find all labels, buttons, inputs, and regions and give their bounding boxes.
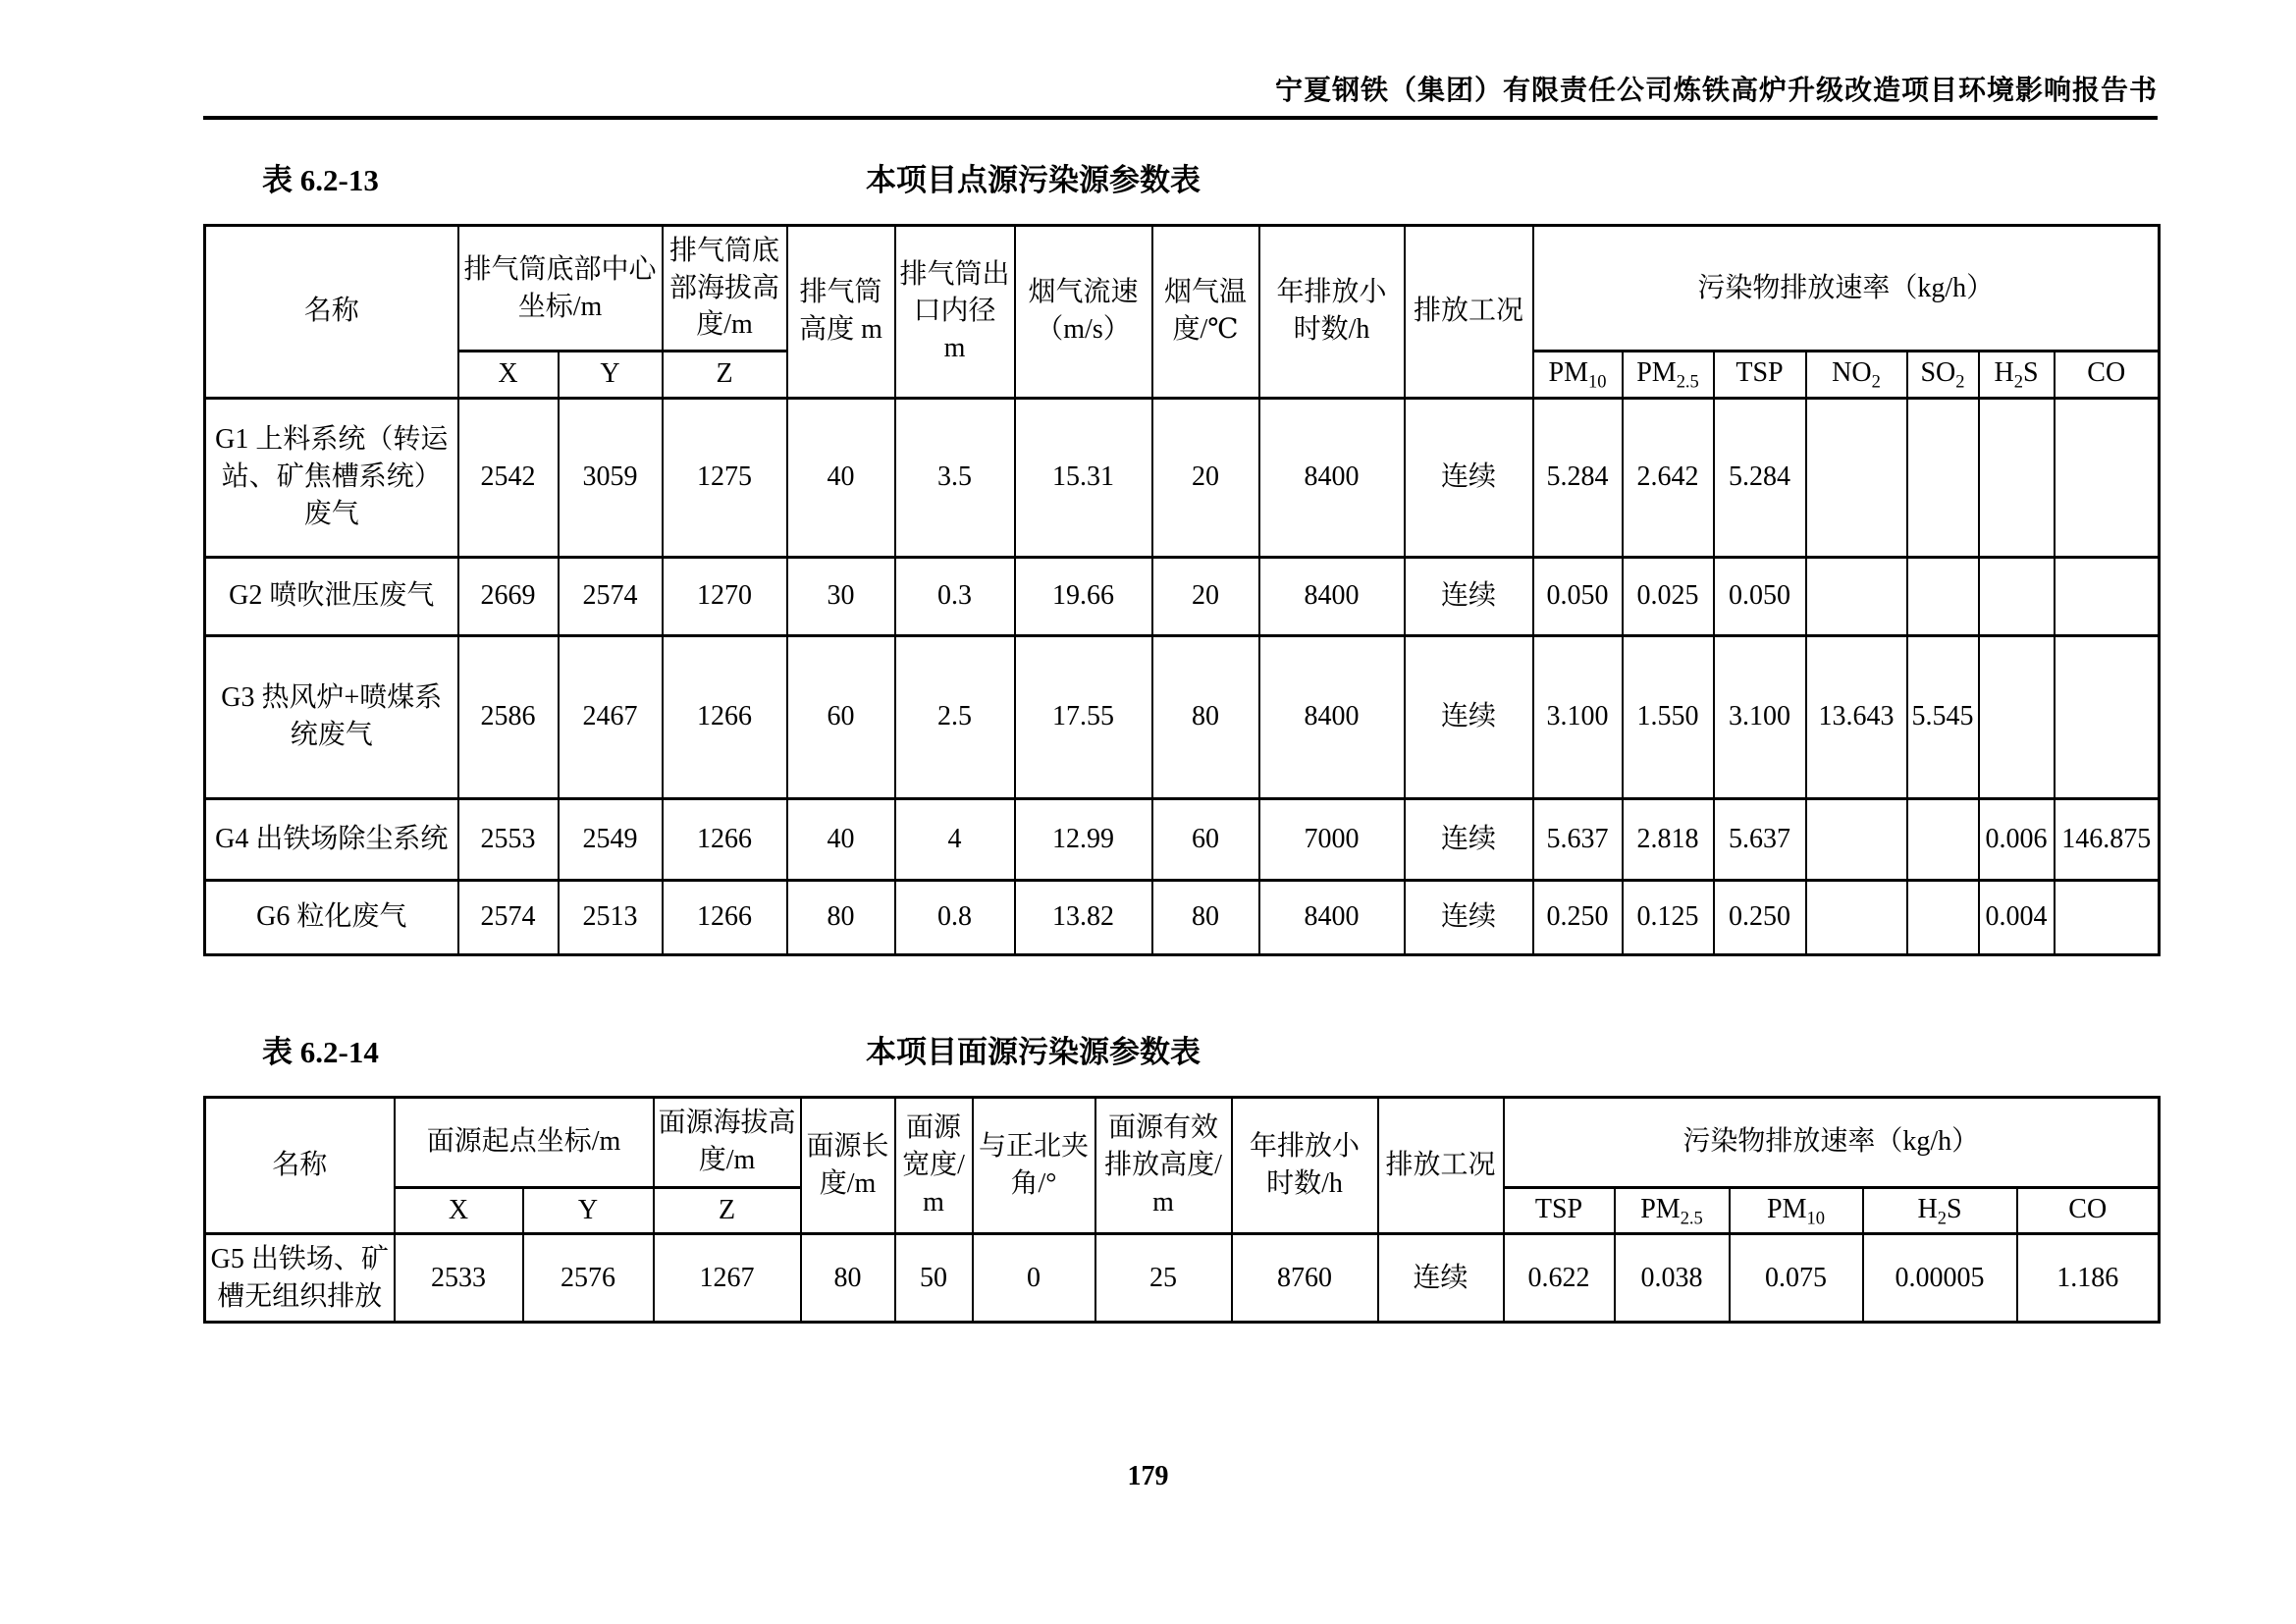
col-header-rate-title: 污染物排放速率（kg/h） [1504,1097,2160,1187]
header-rule [203,116,2158,120]
cell: 17.55 [1015,635,1152,798]
pollutant-sub: 2.5 [1680,1208,1703,1228]
cell: 80 [787,880,895,954]
cell: 8400 [1259,398,1405,557]
col-header-pm25 [1623,352,1714,399]
cell: 30 [787,557,895,635]
cell: 2.642 [1623,398,1714,557]
cell: 25 [1095,1234,1232,1323]
table1-title: 本项目点源污染源参数表 [866,163,1201,197]
table-row [205,635,2160,798]
pollutant-sub: 10 [1806,1208,1825,1228]
area-source-table [203,1096,2161,1325]
table-row [205,398,2160,557]
pollutant-base: H [1994,357,2014,388]
pollutant-tail: S [2022,357,2039,388]
pollutant-sub: 2 [1937,1208,1947,1228]
col-header-name: 名称 [205,1097,395,1234]
cell [1907,880,1979,954]
col-header-emission-mode: 排放工况 [1378,1097,1504,1234]
cell: 1275 [663,398,787,557]
pollutant-sub: 10 [1588,371,1607,392]
row-name-cell: G3 热风炉+喷煤系统废气 [205,635,458,798]
row-name-cell: G2 喷吹泄压废气 [205,557,458,635]
cell: 0.125 [1623,880,1714,954]
cell: 2.5 [895,635,1015,798]
col-header-rate-title: 污染物排放速率（kg/h） [1533,226,2160,352]
col-header-annual-hours: 年排放小时数/h [1232,1097,1378,1234]
table-row [205,557,2160,635]
cell: 8400 [1259,880,1405,954]
cell [1806,798,1907,880]
col-header-h2s [1863,1187,2017,1234]
cell: 1266 [663,880,787,954]
cell: 50 [895,1234,973,1323]
pollutant-base: TSP [1735,357,1784,388]
cell: 1267 [654,1234,801,1323]
page-content [203,0,2158,1324]
cell: 连续 [1405,880,1533,954]
cell: 5.545 [1907,635,1979,798]
cell: 2576 [523,1234,654,1323]
cell: 60 [787,635,895,798]
col-header-h2s [1979,352,2055,399]
col-header-elev: 面源海拔高度/m [654,1097,801,1187]
pollutant-base: CO [2087,357,2126,388]
cell: 连续 [1378,1234,1504,1323]
cell: 13.82 [1015,880,1152,954]
cell: 5.284 [1714,398,1806,557]
col-header-length: 面源长度/m [801,1097,895,1234]
col-header-pm25 [1615,1187,1730,1234]
cell: 2574 [458,880,559,954]
col-header-y: Y [523,1187,654,1234]
col-header-no2 [1806,352,1907,399]
cell [1806,398,1907,557]
row-name-cell: G6 粒化废气 [205,880,458,954]
pollutant-sub: 2 [1955,371,1965,392]
col-header-co [2055,352,2160,399]
cell: 3.100 [1533,635,1623,798]
cell: 2513 [559,880,663,954]
pollutant-base: PM [1636,357,1677,388]
pollutant-sub: 2 [1871,371,1881,392]
cell: 0.622 [1504,1234,1615,1323]
col-header-name: 名称 [205,226,458,399]
col-header-gas-velocity: 烟气流速（m/s） [1015,226,1152,399]
row-name-cell: G1 上料系统（转运站、矿焦槽系统）废气 [205,398,458,557]
cell [1907,798,1979,880]
cell: 连续 [1405,798,1533,880]
table2-header-row-1 [205,1097,2160,1187]
row-name-cell: G5 出铁场、矿槽无组织排放 [205,1234,395,1323]
cell: 1.186 [2017,1234,2160,1323]
cell: 7000 [1259,798,1405,880]
col-header-north-angle: 与正北夹角/° [973,1097,1095,1234]
cell: 0.004 [1979,880,2055,954]
cell: 1266 [663,798,787,880]
pollutant-sub: 2.5 [1676,371,1699,392]
col-header-y: Y [559,352,663,399]
cell: 2553 [458,798,559,880]
cell: 80 [801,1234,895,1323]
pollutant-base: TSP [1534,1193,1583,1224]
cell [2055,557,2160,635]
table-row [205,880,2160,954]
cell: 0.050 [1714,557,1806,635]
cell: 连续 [1405,557,1533,635]
table2-label: 表 6.2-14 [262,1034,379,1069]
pollutant-base: NO [1832,357,1872,388]
cell: 2467 [559,635,663,798]
col-header-emission-mode: 排放工况 [1405,226,1533,399]
cell [1907,398,1979,557]
cell: 5.637 [1533,798,1623,880]
cell: 19.66 [1015,557,1152,635]
cell: 连续 [1405,398,1533,557]
col-header-annual-hours: 年排放小时数/h [1259,226,1405,399]
cell: 80 [1152,880,1259,954]
page-number: 179 [1127,1461,1169,1491]
cell: 1.550 [1623,635,1714,798]
cell: 0.250 [1714,880,1806,954]
point-source-table [203,224,2161,956]
pollutant-base: PM [1548,357,1588,388]
cell: 2533 [395,1234,523,1323]
table1-title-row [203,155,2158,198]
cell [1979,398,2055,557]
cell: 1270 [663,557,787,635]
cell: 2586 [458,635,559,798]
cell: 20 [1152,557,1259,635]
col-header-pm10 [1533,352,1623,399]
col-header-start-coord: 面源起点坐标/m [395,1097,654,1187]
cell [1806,557,1907,635]
table-row [205,1234,2160,1323]
cell: 2542 [458,398,559,557]
cell: 0 [973,1234,1095,1323]
cell: 146.875 [2055,798,2160,880]
pollutant-base: H [1917,1193,1938,1224]
cell: 12.99 [1015,798,1152,880]
pollutant-base: SO [1920,357,1956,388]
cell: 3059 [559,398,663,557]
cell [1907,557,1979,635]
pollutant-base: PM [1640,1193,1681,1224]
cell: 2669 [458,557,559,635]
cell [2055,398,2160,557]
cell: 5.637 [1714,798,1806,880]
cell [2055,880,2160,954]
cell: 0.075 [1730,1234,1863,1323]
cell: 0.038 [1615,1234,1730,1323]
cell [1806,880,1907,954]
pollutant-base: PM [1767,1193,1807,1224]
cell: 2.818 [1623,798,1714,880]
cell [2055,635,2160,798]
cell: 0.006 [1979,798,2055,880]
cell: 4 [895,798,1015,880]
cell: 3.100 [1714,635,1806,798]
row-name-cell: G4 出铁场除尘系统 [205,798,458,880]
cell: 3.5 [895,398,1015,557]
col-header-co [2017,1187,2160,1234]
cell: 2549 [559,798,663,880]
col-header-pm10 [1730,1187,1863,1234]
table1-label: 表 6.2-13 [262,163,379,197]
cell: 15.31 [1015,398,1152,557]
cell: 连续 [1405,635,1533,798]
pollutant-base: CO [2068,1193,2108,1224]
col-header-x: X [458,352,559,399]
cell: 20 [1152,398,1259,557]
cell: 80 [1152,635,1259,798]
cell: 13.643 [1806,635,1907,798]
col-header-gas-temp: 烟气温度/℃ [1152,226,1259,399]
table1-header-row-1 [205,226,2160,352]
col-header-tsp [1504,1187,1615,1234]
col-header-base-coord: 排气筒底部中心坐标/m [458,226,663,352]
cell [1979,557,2055,635]
cell: 60 [1152,798,1259,880]
cell: 0.250 [1533,880,1623,954]
cell [1979,635,2055,798]
cell: 0.025 [1623,557,1714,635]
cell: 5.284 [1533,398,1623,557]
col-header-tsp [1714,352,1806,399]
pollutant-sub: 2 [2013,371,2023,392]
col-header-x: X [395,1187,523,1234]
table-row [205,798,2160,880]
pollutant-tail: S [1946,1193,1962,1224]
cell: 40 [787,398,895,557]
table2-title: 本项目面源污染源参数表 [866,1034,1201,1069]
cell: 0.050 [1533,557,1623,635]
col-header-stack-height: 排气筒高度 m [787,226,895,399]
cell: 8400 [1259,635,1405,798]
cell: 1266 [663,635,787,798]
col-header-base-elev: 排气筒底部海拔高度/m [663,226,787,352]
col-header-z: Z [663,352,787,399]
report-header: 宁夏钢铁（集团）有限责任公司炼铁高炉升级改造项目环境影响报告书 [1274,76,2158,106]
cell: 0.8 [895,880,1015,954]
col-header-width: 面源宽度/m [895,1097,973,1234]
cell: 0.3 [895,557,1015,635]
col-header-z: Z [654,1187,801,1234]
col-header-so2 [1907,352,1979,399]
cell: 0.00005 [1863,1234,2017,1323]
cell: 2574 [559,557,663,635]
cell: 8760 [1232,1234,1378,1323]
table2-title-row [203,1027,2158,1070]
col-header-outlet-diameter: 排气筒出口内径 m [895,226,1015,399]
cell: 40 [787,798,895,880]
col-header-eff-height: 面源有效排放高度/m [1095,1097,1232,1234]
cell: 8400 [1259,557,1405,635]
